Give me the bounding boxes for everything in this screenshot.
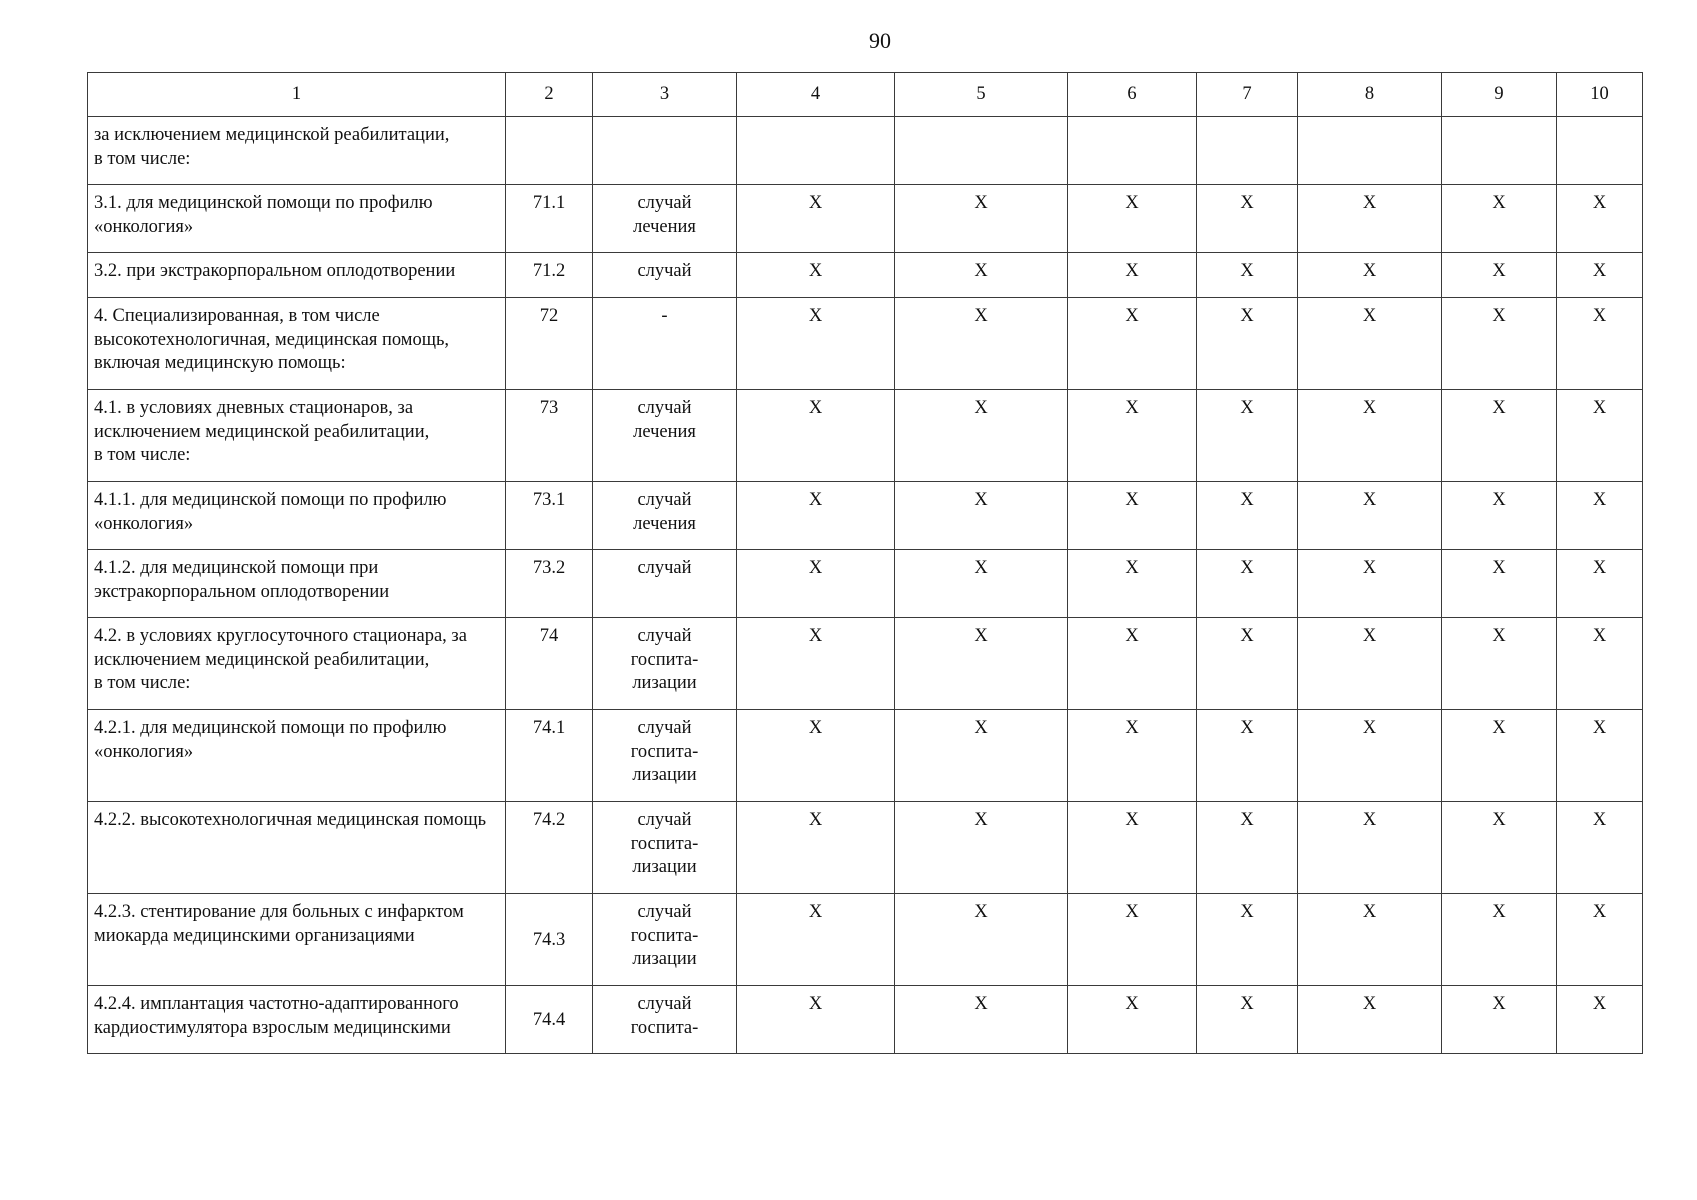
row-mark-cell: X — [895, 185, 1068, 253]
row-mark-cell: X — [895, 253, 1068, 298]
row-mark-cell: X — [1068, 298, 1197, 390]
row-mark-cell: X — [895, 482, 1068, 550]
table-row — [88, 986, 1643, 1054]
row-unit-cell — [593, 117, 737, 185]
row-mark-cell: X — [737, 298, 895, 390]
column-number-cell: 5 — [895, 73, 1068, 117]
row-mark-cell: X — [1298, 550, 1442, 618]
table-row — [88, 298, 1643, 390]
row-mark-cell: X — [1557, 482, 1643, 550]
row-mark-cell — [1298, 117, 1442, 185]
table-row — [88, 802, 1643, 894]
row-mark-cell: X — [1557, 390, 1643, 482]
row-unit-cell: случай лечения — [593, 185, 737, 253]
table-row — [88, 185, 1643, 253]
row-mark-cell: X — [1197, 618, 1298, 710]
row-mark-cell: X — [1442, 618, 1557, 710]
row-mark-cell: X — [895, 550, 1068, 618]
row-mark-cell — [1068, 117, 1197, 185]
row-mark-cell: X — [895, 390, 1068, 482]
row-mark-cell: X — [737, 390, 895, 482]
table-row — [88, 894, 1643, 986]
row-unit-cell: случай госпита- лизации — [593, 802, 737, 894]
row-mark-cell: X — [737, 550, 895, 618]
row-code-cell — [506, 117, 593, 185]
row-unit-cell: случай госпита- лизации — [593, 894, 737, 986]
row-name-cell: 4.2. в условиях круглосуточного стационара, за исключением медицинской реабилитации, в том числе: — [88, 618, 506, 710]
row-name-cell: 4. Специализированная, в том числе высокотехнологичная, медицинская помощь, включая медицинскую помощь: — [88, 298, 506, 390]
row-mark-cell: X — [1442, 253, 1557, 298]
table-row — [88, 710, 1643, 802]
row-unit-cell: - — [593, 298, 737, 390]
column-number-cell: 6 — [1068, 73, 1197, 117]
row-name-cell: 4.1.1. для медицинской помощи по профилю «онкология» — [88, 482, 506, 550]
row-mark-cell: X — [1442, 482, 1557, 550]
row-mark-cell: X — [1197, 894, 1298, 986]
row-mark-cell: X — [737, 986, 895, 1054]
row-mark-cell: X — [1068, 894, 1197, 986]
row-code-cell: 71.2 — [506, 253, 593, 298]
row-mark-cell: X — [1298, 618, 1442, 710]
row-mark-cell: X — [1197, 802, 1298, 894]
row-name-cell: 3.2. при экстракорпоральном оплодотворении — [88, 253, 506, 298]
table-row — [88, 482, 1643, 550]
row-mark-cell: X — [1442, 802, 1557, 894]
row-mark-cell: X — [1557, 298, 1643, 390]
row-mark-cell: X — [1068, 550, 1197, 618]
row-code-cell: 74.3 — [506, 894, 593, 986]
column-number-cell: 1 — [88, 73, 506, 117]
row-mark-cell: X — [1442, 390, 1557, 482]
row-unit-cell: случай — [593, 253, 737, 298]
column-number-cell: 10 — [1557, 73, 1643, 117]
row-name-cell: 3.1. для медицинской помощи по профилю «онкология» — [88, 185, 506, 253]
column-number-cell: 3 — [593, 73, 737, 117]
row-mark-cell: X — [1442, 550, 1557, 618]
row-mark-cell — [1557, 117, 1643, 185]
row-mark-cell: X — [1298, 482, 1442, 550]
row-code-cell: 74 — [506, 618, 593, 710]
row-code-cell: 73 — [506, 390, 593, 482]
row-mark-cell: X — [1068, 618, 1197, 710]
row-mark-cell: X — [1068, 390, 1197, 482]
row-mark-cell: X — [737, 185, 895, 253]
row-mark-cell: X — [1298, 390, 1442, 482]
row-code-cell: 71.1 — [506, 185, 593, 253]
column-number-row — [88, 73, 1643, 117]
row-mark-cell: X — [1068, 253, 1197, 298]
row-mark-cell: X — [1557, 986, 1643, 1054]
row-code-cell: 74.1 — [506, 710, 593, 802]
table-row — [88, 550, 1643, 618]
row-mark-cell: X — [1068, 482, 1197, 550]
row-mark-cell: X — [1557, 618, 1643, 710]
row-unit-cell: случай госпита- лизации — [593, 710, 737, 802]
row-mark-cell: X — [1197, 550, 1298, 618]
row-mark-cell: X — [895, 618, 1068, 710]
row-name-cell: за исключением медицинской реабилитации, в том числе: — [88, 117, 506, 185]
row-mark-cell: X — [895, 298, 1068, 390]
row-code-cell: 73.2 — [506, 550, 593, 618]
row-mark-cell — [737, 117, 895, 185]
row-mark-cell: X — [1298, 710, 1442, 802]
row-name-cell: 4.1.2. для медицинской помощи при экстракорпоральном оплодотворении — [88, 550, 506, 618]
row-mark-cell: X — [1442, 298, 1557, 390]
page-number: 90 — [869, 28, 891, 53]
row-mark-cell: X — [1557, 802, 1643, 894]
row-mark-cell: X — [895, 802, 1068, 894]
row-mark-cell: X — [1068, 185, 1197, 253]
row-code-cell: 74.4 — [506, 986, 593, 1054]
row-mark-cell: X — [1442, 986, 1557, 1054]
data-table — [87, 72, 1643, 1054]
table-body — [88, 73, 1643, 1054]
row-mark-cell: X — [1068, 710, 1197, 802]
row-mark-cell: X — [1298, 253, 1442, 298]
row-mark-cell: X — [1557, 253, 1643, 298]
table-row — [88, 390, 1643, 482]
row-mark-cell: X — [737, 710, 895, 802]
row-mark-cell — [1442, 117, 1557, 185]
row-mark-cell: X — [1298, 802, 1442, 894]
table-row — [88, 618, 1643, 710]
row-name-cell: 4.2.4. имплантация частотно-адаптированного кардиостимулятора взрослым медицинскими — [88, 986, 506, 1054]
column-number-cell: 7 — [1197, 73, 1298, 117]
row-mark-cell: X — [1442, 185, 1557, 253]
row-mark-cell: X — [737, 253, 895, 298]
row-mark-cell: X — [895, 986, 1068, 1054]
row-unit-cell: случай госпита- — [593, 986, 737, 1054]
row-mark-cell: X — [1557, 894, 1643, 986]
row-name-cell: 4.2.3. стентирование для больных с инфарктом миокарда медицинскими организациями — [88, 894, 506, 986]
row-unit-cell: случай — [593, 550, 737, 618]
column-number-cell: 4 — [737, 73, 895, 117]
row-mark-cell: X — [1197, 710, 1298, 802]
row-code-cell: 72 — [506, 298, 593, 390]
row-mark-cell: X — [1557, 550, 1643, 618]
row-unit-cell: случай лечения — [593, 390, 737, 482]
row-code-cell: 74.2 — [506, 802, 593, 894]
row-mark-cell: X — [1197, 390, 1298, 482]
row-mark-cell: X — [737, 894, 895, 986]
column-number-cell: 9 — [1442, 73, 1557, 117]
row-mark-cell: X — [737, 802, 895, 894]
row-mark-cell: X — [1068, 986, 1197, 1054]
row-unit-cell: случай лечения — [593, 482, 737, 550]
column-number-cell: 8 — [1298, 73, 1442, 117]
column-number-cell: 2 — [506, 73, 593, 117]
table-row — [88, 253, 1643, 298]
row-mark-cell — [895, 117, 1068, 185]
row-mark-cell: X — [737, 482, 895, 550]
row-code-cell: 73.1 — [506, 482, 593, 550]
row-mark-cell: X — [895, 710, 1068, 802]
table-row — [88, 117, 1643, 185]
row-mark-cell: X — [1557, 185, 1643, 253]
row-mark-cell: X — [1197, 185, 1298, 253]
row-mark-cell: X — [737, 618, 895, 710]
row-mark-cell: X — [1298, 894, 1442, 986]
row-mark-cell: X — [895, 894, 1068, 986]
row-mark-cell: X — [1442, 894, 1557, 986]
row-name-cell: 4.2.2. высокотехнологичная медицинская помощь — [88, 802, 506, 894]
row-mark-cell: X — [1298, 185, 1442, 253]
row-mark-cell: X — [1068, 802, 1197, 894]
row-name-cell: 4.2.1. для медицинской помощи по профилю «онкология» — [88, 710, 506, 802]
row-mark-cell: X — [1298, 298, 1442, 390]
row-mark-cell: X — [1197, 253, 1298, 298]
row-mark-cell: X — [1197, 482, 1298, 550]
row-name-cell: 4.1. в условиях дневных стационаров, за исключением медицинской реабилитации, в том числе: — [88, 390, 506, 482]
row-mark-cell: X — [1557, 710, 1643, 802]
row-unit-cell: случай госпита- лизации — [593, 618, 737, 710]
row-mark-cell — [1197, 117, 1298, 185]
row-mark-cell: X — [1442, 710, 1557, 802]
row-mark-cell: X — [1298, 986, 1442, 1054]
row-mark-cell: X — [1197, 986, 1298, 1054]
row-mark-cell: X — [1197, 298, 1298, 390]
